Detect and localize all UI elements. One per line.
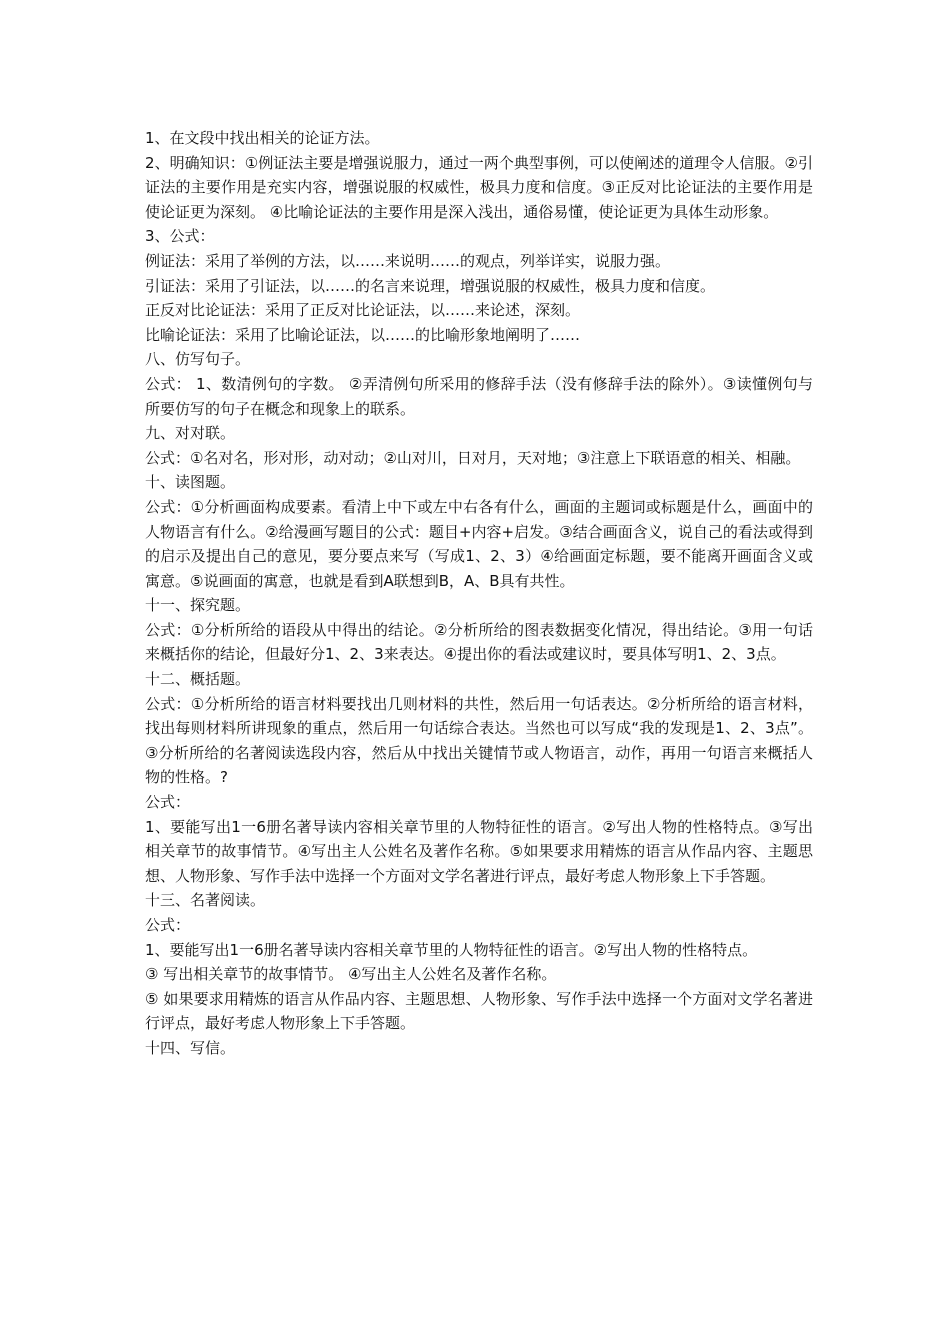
paragraph: 2、明确知识：①例证法主要是增强说服力，通过一两个典型事例，可以使阐述的道理令人信服。②引证法的主要作用是充实内容，增强说服的权威性，极具力度和信度。③正反对比论证法的主要作用是使论证更为深刻。 ④比喻论证法的主要作用是深入浅出，通俗易懂，使论证更为具体生动形象。 [145,153,813,221]
paragraph: 1、在文段中找出相关的论证方法。 [145,129,380,147]
paragraph: 比喻论证法：采用了比喻论证法，以……的比喻形象地阐明了…… [145,325,581,344]
section-heading: 十一、探究题。 [145,596,251,615]
section-heading: 十四、写信。 [145,1038,236,1057]
section-heading: 十三、名著阅读。 [145,891,266,910]
section-heading: 十、读图题。 [145,473,236,492]
section-heading: 九、对对联。 [145,424,236,443]
paragraph: 公式：①分析所给的语段从中得出的结论。②分析所给的图表数据变化情况，得出结论。③用一句话来概括你的结论，但最好分1、2、3来表达。④提出你的看法或建议时，要具体写明1、2、3点。 [145,620,813,664]
paragraph: 公式：①分析所给的语言材料要找出几则材料的共性，然后用一句话表达。②分析所给的语言材料，找出每则材料所讲现象的重点，然后用一句话综合表达。当然也可以写成“我的发现是1、2、3点”。③分析所给的名著阅读选段内容，然后从中找出关键情节或人物语言，动作，再用一句语言来概括人物的性格。? [145,694,813,787]
document-page [145,126,813,1061]
paragraph: 1、要能写出1一6册名著导读内容相关章节里的人物特征性的语言。②写出人物的性格特点。 [145,940,758,959]
paragraph: 3、公式： [145,227,215,246]
section-heading: 八、仿写句子。 [145,350,251,369]
paragraph: 正反对比论证法：采用了正反对比论证法，以……来论述，深刻。 [145,301,581,320]
paragraph: ③ 写出相关章节的故事情节。 ④写出主人公姓名及著作名称。 [145,965,557,984]
paragraph: 公式：①名对名，形对形，动对动；②山对川，日对月，天对地；③注意上下联语意的相关、相融。 [145,448,801,467]
paragraph: 公式： [145,793,191,812]
paragraph: 公式：①分析画面构成要素。看清上中下或左中右各有什么，画面的主题词或标题是什么，画面中的人物语言有什么。②给漫画写题目的公式：题目+内容+启发。③结合画面含义，说自己的看法或得到的启示及提出自己的意见，要分要点来写（写成1、2、3）④给画面定标题，要不能离开画面含义或寓意。⑤说画面的寓意，也就是看到A联想到B，A、B具有共性。 [145,497,813,590]
paragraph: ⑤ 如果要求用精炼的语言从作品内容、主题思想、人物形象、写作手法中选择一个方面对文学名著进行评点，最好考虑人物形象上下手答题。 [145,989,813,1033]
section-heading: 十二、概括题。 [145,670,251,689]
paragraph: 例证法：采用了举例的方法，以……来说明……的观点，列举详实，说服力强。 [145,251,671,270]
paragraph: 1、要能写出1一6册名著导读内容相关章节里的人物特征性的语言。②写出人物的性格特点。③写出相关章节的故事情节。④写出主人公姓名及著作名称。⑤如果要求用精炼的语言从作品内容、主题思想、人物形象、写作手法中选择一个方面对文学名著进行评点，最好考虑人物形象上下手答题。 [145,817,813,885]
paragraph: 公式： [145,916,191,934]
paragraph: 引证法：采用了引证法，以……的名言来说理，增强说服的权威性，极具力度和信度。 [145,276,716,295]
paragraph: 公式： 1、数清例句的字数。 ②弄清例句所采用的修辞手法（没有修辞手法的除外）。③读懂例句与所要仿写的句子在概念和现象上的联系。 [145,374,813,418]
